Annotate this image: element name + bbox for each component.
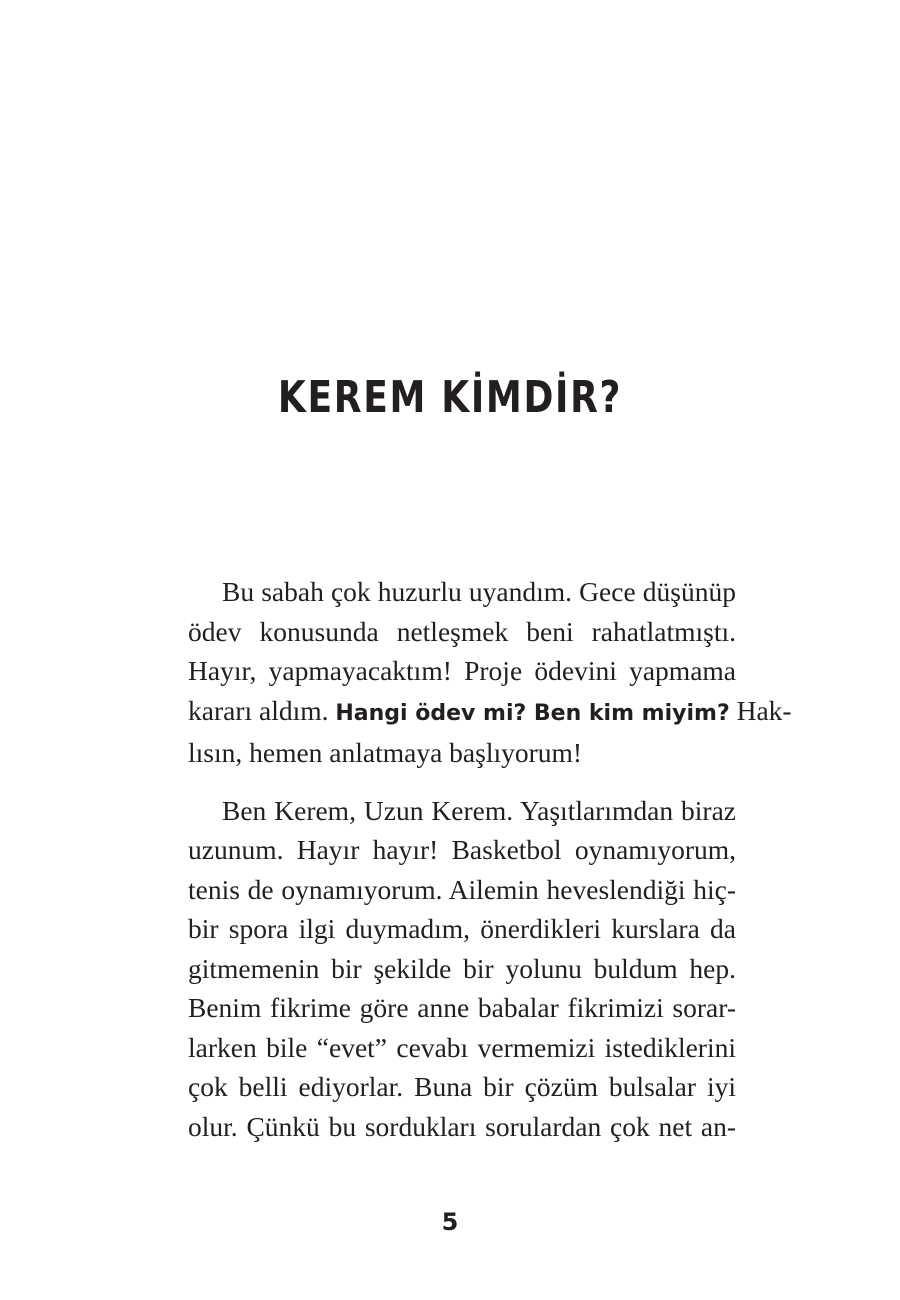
text-line: ödev konusunda netleşmek beni rahatlatmıştı. [188, 615, 736, 647]
body-text [188, 572, 792, 1146]
text-line: Ben Kerem, Uzun Kerem. Yaşıtlarımdan biraz [222, 794, 736, 826]
text-line: Hayır, yapmayacaktım! Proje ödevini yapmama [188, 655, 736, 686]
text-line: lısın, hemen anlatmaya başlıyorum! [188, 737, 583, 768]
text-line: Benim fikrime göre anne babalar fikrimizi sorar- [188, 992, 736, 1023]
text-line: larken bile “evet” cevabı vermemizi istediklerini [188, 1031, 736, 1063]
paragraph-spacer [188, 773, 736, 791]
text-line: çok belli ediyorlar. Buna bir çözüm bulsalar iyi [188, 1071, 736, 1102]
paragraph-2 [188, 791, 736, 1147]
text-line: olur. Çünkü bu sordukları sorulardan çok net an- [188, 1110, 736, 1142]
text-line: tenis de oynamıyorum. Ailemin heveslendiği hiç- [188, 873, 736, 905]
text-line: Bu sabah çok huzurlu uyandım. Gece düşünüp [222, 576, 736, 607]
text-line: gitmemenin bir şekilde bir yolunu buldum hep. [188, 952, 736, 984]
page-number: 5 [441, 1208, 459, 1236]
text-line: bir spora ilgi duymadım, önerdikleri kurslara da [188, 913, 736, 944]
emphasized-question: Hangi ödev mi? Ben kim miyim? [335, 700, 730, 726]
paragraph-1 [188, 572, 792, 773]
text-line: uzunum. Hayır hayır! Basketbol oynamıyorum, [188, 834, 736, 865]
text-line: kararı aldım. Hangi ödev mi? Ben kim miyim? Hak- [188, 694, 792, 726]
chapter-title: KEREM KİMDİR? [277, 372, 623, 423]
